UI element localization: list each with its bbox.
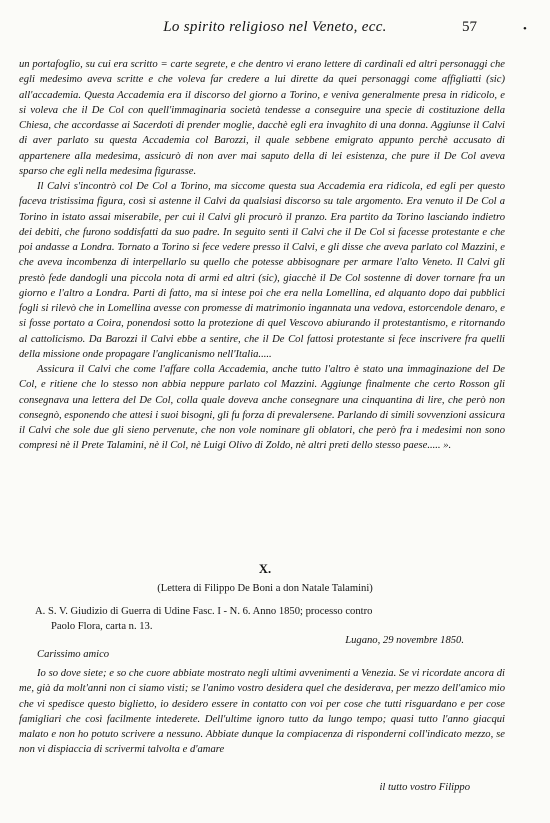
paragraph: Il Calvi s'incontrò col De Col a Torino, ma siccome questa sua Accademia era ridicola, ed egli per questo faceva tristissima figura, così si astenne il Calvi da qualsiasi discorso su tale argomento. Era venuto il De Col a Torino in istato assai miserabile, per cui il Calvi gli procurò il pranzo. Era partito da Torino lasciando indietro dei debiti, che furono soddisfatti da suo padre. In seguito sentì il Calvi che il De Col si facesse protestante e che poi andasse a Londra. Tornato a Torino si fece vedere presso il Calvi, e gli disse che aveva parlato col Mazzini, e che aveva incombenza di interpellarlo su quello che potesse abbisognare per armare l'alto Veneto. Il Calvi gli prestò fede dandogli una piccola nota di armi ed altri (sic), giacchè il De Col sostenne di dover tornare fra un giorno e l'altro a Londra. Parti di fatto, ma si intese poi che era nella Lomellina, ed alquanto dopo dai pubblici fogli si rilevò che in Lomellina avesse con promesse di matrimonio ingannata una vedova, estorcendole denaro, e si fosse portato a Coira, ponendosi sotto la protezione di quel Vescovo abiurando il protestantismo, e ritornando al cattolicismo. Da Barozzi il Calvi ebbe a sentire, che il De Col fattosi protestante si fece inscrivere fra quelli della missione onde propagare l'anglicanismo nell'Italia..... <box>19 181 505 360</box>
page-header <box>0 19 550 43</box>
margin-mark: • <box>523 23 527 35</box>
running-title: Lo spirito religioso nel Veneto, ecc. <box>163 19 387 35</box>
dateline: Lugano, 29 novembre 1850. <box>345 635 464 646</box>
paragraph: Assicura il Calvi che come l'affare colla Accademia, anche tutto l'altro è stato una immaginazione del De Col, e ritiene che lo stesso non abbia neppure parlato col Mazzini. Aggiunge finalmente che certo Rosson gli consegnava una lettera del De Col, colla quale doveva anche consegnare una cinquantina di lire, che però non consegnò, esponendo che attesi i suoi bisogni, gli fu forza di prevalersene. Parlando di simili sovvenzioni assicura il Calvi che sole due gli sieno pervenute, che non vole nominare gli oblatori, che però fra i medesimi non sono compresi nè il Prete Talamini, nè il Col, nè Luigi Olivo di Zoldo, nè altri preti dello stesso paese..... ». <box>19 364 505 452</box>
archive-reference-line: Paolo Flora, carta n. 13. <box>51 621 153 632</box>
main-text <box>19 57 505 454</box>
archive-reference <box>35 604 505 634</box>
section-numeral: X. <box>258 562 272 576</box>
page-number: 57 <box>462 19 477 35</box>
letter-body <box>19 666 505 758</box>
letter-closing: il tutto vostro Filippo <box>379 782 470 793</box>
letter-heading: (Lettera di Filippo De Boni a don Natale Talamini) <box>157 583 373 594</box>
salutation: Carissimo amico <box>37 649 110 660</box>
letter-paragraph: Io so dove siete; e so che cuore abbiate mostrato negli ultimi avvenimenti a Venezia. Se vi ricordate ancora di me, già da molt'anni non ci siamo visti; se l'animo vostro desidera quel che desiderava, per mezzo dell'amico mio che vi spedisce questo biglietto, io desidero essere in contatto con voi per cose che tutti risguardano e per cose famigliari che così facilmente intederete. Dell'ultime ignoro tutto da lungo tempo; quasi tutto l'anno giacqui malato e non ho potuto scrivere a nessuno. Abbiate dunque la compiacenza di risponderni coll'indicato mezzo, se non vi dispiaccia di scrivermi talvolta e d'amare <box>19 668 505 756</box>
archive-reference-line: A. S. V. Giudizio di Guerra di Udine Fasc. I - N. 6. Anno 1850; processo contro <box>35 606 373 617</box>
paragraph: un portafoglio, su cui era scritto = carte segrete, e che dentro vi erano lettere di cardinali ed altri personaggi che egli medesimo aveva scritte e che voleva far credere a lui dirette da quei personaggi come affigliatti (sic) all'accademia. Questa Accademia era il discorso del giorno a Torino, e veniva generalmente presa in ridicolo, e si voleva che il De Col con quell'immaginaria società tendesse a conseguire una specie di costituzione della Chiesa, che accordasse ai Sacerdoti di prender moglie, dacchè egli era invaghito di una donna. Aggiunse il Calvi di aver parlato su questa Accademia col Barozzi, il quale sebbene emigrato appunto perchè accusato di appartenere alla medesima, assicurò di non aver mai saputo della di lei esistenza, che pure il De Col aveva sparso che egli nella medesima figurasse. <box>19 59 505 177</box>
